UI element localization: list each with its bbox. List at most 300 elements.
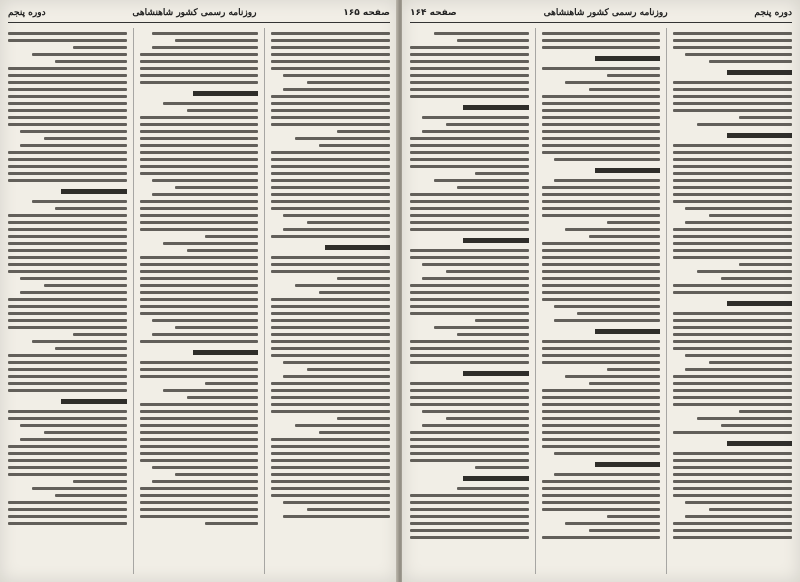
right-page-columns <box>410 28 792 574</box>
text-line <box>140 375 259 378</box>
text-line <box>55 347 126 350</box>
text-line <box>8 228 127 231</box>
text-line <box>271 39 390 42</box>
text-line <box>8 389 127 392</box>
text-line <box>446 417 529 420</box>
section-heading <box>727 133 792 138</box>
text-line <box>283 361 390 364</box>
text-line <box>205 382 258 385</box>
text-line <box>271 67 390 70</box>
text-line <box>175 326 258 329</box>
text-line <box>673 46 792 49</box>
text-line <box>673 81 792 84</box>
text-line <box>410 144 529 147</box>
text-line <box>8 298 127 301</box>
text-line <box>542 361 661 364</box>
text-line <box>271 340 390 343</box>
text-line <box>410 88 529 91</box>
text-line <box>542 270 661 273</box>
text-line <box>410 312 529 315</box>
text-line <box>589 235 660 238</box>
text-line <box>8 466 127 469</box>
text-line <box>434 32 529 35</box>
text-line <box>175 186 258 189</box>
text-line <box>337 417 390 420</box>
text-line <box>140 487 259 490</box>
text-line <box>542 256 661 259</box>
text-line <box>140 151 259 154</box>
text-line <box>410 95 529 98</box>
text-line <box>410 165 529 168</box>
text-line <box>673 193 792 196</box>
text-line <box>410 522 529 525</box>
text-line <box>55 494 126 497</box>
text-line <box>140 431 259 434</box>
section-heading <box>727 301 792 306</box>
section-heading <box>595 168 660 173</box>
column-divider <box>535 28 536 574</box>
text-line <box>685 53 792 56</box>
text-line <box>271 186 390 189</box>
text-line <box>542 340 661 343</box>
text-line <box>422 263 529 266</box>
text-line <box>542 438 661 441</box>
section-heading <box>595 462 660 467</box>
text-line <box>721 277 792 280</box>
text-line <box>410 298 529 301</box>
text-line <box>44 284 127 287</box>
text-line <box>140 263 259 266</box>
text-line <box>271 158 390 161</box>
text-line <box>739 116 792 119</box>
text-line <box>140 445 259 448</box>
text-line <box>271 116 390 119</box>
section-heading <box>325 245 390 250</box>
text-line <box>739 410 792 413</box>
text-line <box>554 179 661 182</box>
text-line <box>410 403 529 406</box>
text-line <box>410 291 529 294</box>
text-column <box>271 28 390 574</box>
text-line <box>542 186 661 189</box>
text-line <box>8 249 127 252</box>
text-line <box>140 291 259 294</box>
text-line <box>152 333 259 336</box>
text-line <box>8 95 127 98</box>
text-line <box>673 172 792 175</box>
column-divider <box>264 28 265 574</box>
text-line <box>32 53 127 56</box>
text-line <box>542 46 661 49</box>
text-line <box>673 144 792 147</box>
text-line <box>140 228 259 231</box>
text-line <box>140 459 259 462</box>
text-line <box>140 158 259 161</box>
text-line <box>20 438 127 441</box>
text-line <box>673 256 792 259</box>
text-line <box>271 102 390 105</box>
text-line <box>271 452 390 455</box>
text-line <box>410 389 529 392</box>
text-line <box>422 424 529 427</box>
text-line <box>673 39 792 42</box>
text-line <box>554 158 661 161</box>
text-line <box>434 326 529 329</box>
text-line <box>187 249 258 252</box>
text-line <box>140 361 259 364</box>
text-line <box>140 221 259 224</box>
text-line <box>271 410 390 413</box>
text-line <box>542 403 661 406</box>
text-line <box>8 102 127 105</box>
text-line <box>8 508 127 511</box>
text-line <box>721 424 792 427</box>
text-line <box>542 508 661 511</box>
section-heading <box>193 91 258 96</box>
text-line <box>673 403 792 406</box>
text-line <box>283 515 390 518</box>
text-line <box>8 242 127 245</box>
text-line <box>542 116 661 119</box>
text-line <box>410 228 529 231</box>
text-line <box>542 123 661 126</box>
text-column <box>8 28 127 574</box>
text-line <box>673 200 792 203</box>
text-line <box>410 60 529 63</box>
text-line <box>8 452 127 455</box>
text-line <box>175 39 258 42</box>
text-line <box>205 522 258 525</box>
text-line <box>152 480 259 483</box>
text-line <box>673 494 792 497</box>
text-line <box>410 459 529 462</box>
text-line <box>271 347 390 350</box>
text-line <box>8 515 127 518</box>
text-line <box>673 88 792 91</box>
text-line <box>271 53 390 56</box>
text-line <box>271 123 390 126</box>
text-line <box>673 466 792 469</box>
text-line <box>205 235 258 238</box>
text-line <box>271 193 390 196</box>
text-line <box>20 424 127 427</box>
text-line <box>140 452 259 455</box>
text-line <box>410 501 529 504</box>
text-line <box>140 284 259 287</box>
text-line <box>271 473 390 476</box>
text-line <box>542 109 661 112</box>
text-line <box>542 396 661 399</box>
text-line <box>8 368 127 371</box>
text-line <box>673 522 792 525</box>
text-line <box>673 312 792 315</box>
text-line <box>673 452 792 455</box>
text-line <box>283 214 390 217</box>
text-line <box>32 200 127 203</box>
text-line <box>673 319 792 322</box>
text-line <box>20 144 127 147</box>
text-line <box>187 109 258 112</box>
left-page-title: روزنامه رسمی کشور شاهنشاهی <box>132 8 257 18</box>
text-line <box>8 179 127 182</box>
text-line <box>8 88 127 91</box>
right-page-issue: دوره پنجم <box>754 8 792 18</box>
text-line <box>8 256 127 259</box>
section-heading <box>727 441 792 446</box>
text-line <box>140 312 259 315</box>
text-line <box>589 529 660 532</box>
text-line <box>152 179 259 182</box>
text-line <box>542 277 661 280</box>
text-line <box>283 375 390 378</box>
text-line <box>140 123 259 126</box>
text-line <box>8 165 127 168</box>
text-line <box>446 123 529 126</box>
text-line <box>410 396 529 399</box>
text-line <box>542 242 661 245</box>
text-line <box>673 95 792 98</box>
text-line <box>20 277 127 280</box>
text-line <box>73 333 126 336</box>
left-page-number: صفحه ۱۶۵ <box>343 8 390 18</box>
text-line <box>295 424 390 427</box>
text-line <box>152 32 259 35</box>
text-line <box>410 158 529 161</box>
text-line <box>271 235 390 238</box>
text-line <box>673 249 792 252</box>
text-line <box>457 333 528 336</box>
text-line <box>283 88 390 91</box>
text-line <box>319 144 390 147</box>
text-line <box>140 438 259 441</box>
text-line <box>55 60 126 63</box>
text-line <box>271 179 390 182</box>
text-line <box>542 39 661 42</box>
text-line <box>457 487 528 490</box>
text-line <box>410 340 529 343</box>
text-line <box>271 46 390 49</box>
text-line <box>55 207 126 210</box>
text-line <box>542 284 661 287</box>
text-line <box>542 536 661 539</box>
text-line <box>175 473 258 476</box>
text-line <box>542 130 661 133</box>
text-line <box>410 515 529 518</box>
text-line <box>410 529 529 532</box>
text-line <box>271 207 390 210</box>
text-line <box>673 32 792 35</box>
text-line <box>542 291 661 294</box>
text-line <box>422 277 529 280</box>
text-line <box>140 172 259 175</box>
text-line <box>410 431 529 434</box>
text-line <box>140 494 259 497</box>
text-line <box>140 410 259 413</box>
text-line <box>140 137 259 140</box>
text-line <box>140 200 259 203</box>
text-line <box>8 39 127 42</box>
text-line <box>589 382 660 385</box>
text-line <box>8 501 127 504</box>
text-line <box>410 354 529 357</box>
text-line <box>673 347 792 350</box>
text-line <box>271 165 390 168</box>
text-line <box>140 81 259 84</box>
text-line <box>542 424 661 427</box>
text-line <box>410 214 529 217</box>
text-line <box>565 375 660 378</box>
text-line <box>673 487 792 490</box>
text-line <box>709 361 792 364</box>
text-line <box>410 81 529 84</box>
text-line <box>410 67 529 70</box>
text-line <box>673 158 792 161</box>
text-line <box>697 417 792 420</box>
text-line <box>140 305 259 308</box>
text-line <box>8 123 127 126</box>
text-line <box>271 270 390 273</box>
text-line <box>434 179 529 182</box>
text-line <box>271 333 390 336</box>
left-page-columns <box>8 28 390 574</box>
text-line <box>163 389 258 392</box>
section-heading <box>463 371 528 376</box>
text-line <box>542 354 661 357</box>
text-line <box>542 445 661 448</box>
text-line <box>410 494 529 497</box>
text-line <box>542 410 661 413</box>
text-line <box>542 214 661 217</box>
text-line <box>295 284 390 287</box>
text-line <box>140 130 259 133</box>
text-line <box>542 200 661 203</box>
text-line <box>8 270 127 273</box>
text-line <box>8 305 127 308</box>
text-line <box>283 74 390 77</box>
text-line <box>8 312 127 315</box>
text-line <box>685 221 792 224</box>
left-page-header <box>8 6 390 20</box>
text-line <box>410 249 529 252</box>
text-line <box>673 151 792 154</box>
text-line <box>542 263 661 266</box>
text-line <box>163 242 258 245</box>
text-line <box>140 340 259 343</box>
text-line <box>32 340 127 343</box>
text-line <box>410 347 529 350</box>
text-line <box>673 473 792 476</box>
left-page <box>0 0 398 582</box>
header-rule <box>8 22 390 23</box>
section-heading <box>727 70 792 75</box>
right-page-number: صفحه ۱۶۴ <box>410 8 457 18</box>
text-line <box>8 319 127 322</box>
text-line <box>8 445 127 448</box>
text-line <box>542 487 661 490</box>
text-line <box>271 256 390 259</box>
text-line <box>8 459 127 462</box>
text-line <box>422 116 529 119</box>
text-line <box>685 501 792 504</box>
text-line <box>475 172 528 175</box>
text-line <box>271 60 390 63</box>
text-line <box>542 193 661 196</box>
text-line <box>319 431 390 434</box>
text-line <box>271 298 390 301</box>
text-line <box>271 438 390 441</box>
text-line <box>673 536 792 539</box>
text-line <box>457 186 528 189</box>
text-line <box>673 375 792 378</box>
text-line <box>410 256 529 259</box>
text-line <box>8 221 127 224</box>
text-line <box>565 228 660 231</box>
text-line <box>542 480 661 483</box>
text-line <box>542 207 661 210</box>
text-line <box>673 389 792 392</box>
text-line <box>8 151 127 154</box>
text-line <box>152 193 259 196</box>
text-line <box>410 207 529 210</box>
text-line <box>607 368 660 371</box>
right-page-title: روزنامه رسمی کشور شاهنشاهی <box>543 8 668 18</box>
text-line <box>410 193 529 196</box>
text-line <box>697 270 792 273</box>
text-line <box>8 382 127 385</box>
text-line <box>542 494 661 497</box>
text-line <box>673 284 792 287</box>
text-line <box>607 74 660 77</box>
text-line <box>542 151 661 154</box>
text-line <box>673 235 792 238</box>
text-line <box>8 109 127 112</box>
text-line <box>410 536 529 539</box>
text-line <box>673 340 792 343</box>
text-line <box>475 466 528 469</box>
text-line <box>8 326 127 329</box>
text-line <box>271 95 390 98</box>
text-line <box>283 228 390 231</box>
section-heading <box>463 105 528 110</box>
text-line <box>140 214 259 217</box>
text-line <box>8 354 127 357</box>
left-page-issue: دوره پنجم <box>8 8 46 18</box>
text-line <box>673 396 792 399</box>
text-line <box>44 431 127 434</box>
text-line <box>271 389 390 392</box>
text-line <box>673 242 792 245</box>
text-line <box>673 109 792 112</box>
text-line <box>589 88 660 91</box>
text-line <box>140 207 259 210</box>
text-line <box>337 130 390 133</box>
right-page-header <box>410 6 792 20</box>
text-line <box>673 228 792 231</box>
text-line <box>709 508 792 511</box>
text-line <box>8 74 127 77</box>
text-line <box>554 452 661 455</box>
text-line <box>140 403 259 406</box>
text-line <box>140 298 259 301</box>
text-line <box>410 445 529 448</box>
section-heading <box>193 350 258 355</box>
text-line <box>542 347 661 350</box>
text-line <box>410 438 529 441</box>
text-line <box>140 368 259 371</box>
header-rule <box>410 22 792 23</box>
text-line <box>32 487 127 490</box>
text-line <box>271 172 390 175</box>
